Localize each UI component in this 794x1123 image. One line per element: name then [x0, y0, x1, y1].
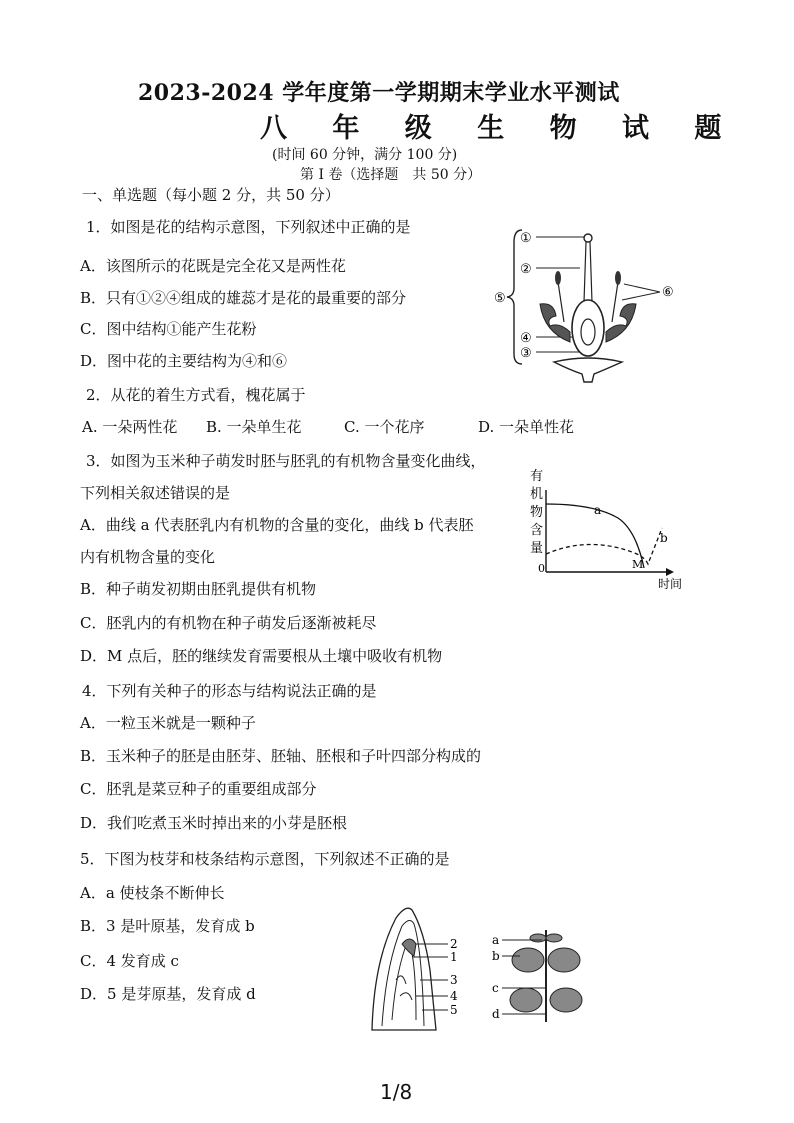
volume-label: 第 I 卷（选择题 共 50 分） — [300, 167, 482, 183]
page-number: 1/8 — [380, 1080, 413, 1104]
y-char-5: 量 — [530, 541, 544, 556]
branch-label-d: d — [492, 1007, 500, 1021]
q3-stem-line2: 下列相关叙述错误的是 — [80, 484, 231, 502]
y-char-4: 含 — [530, 523, 544, 538]
y-char-3: 物 — [530, 505, 544, 520]
q2-option-c: C. 一个花序 — [344, 418, 425, 436]
branch-label-b: b — [492, 949, 500, 963]
flower-label-5: ⑤ — [494, 291, 506, 306]
q4-stem: 4．下列有关种子的形态与结构说法正确的是 — [82, 682, 377, 700]
curve-a-label: a — [594, 503, 602, 517]
bud-label-2: 2 — [450, 937, 458, 951]
flower-label-4: ④ — [520, 331, 532, 346]
point-m-label: M — [632, 558, 644, 571]
q4-option-a: A．一粒玉米就是一颗种子 — [80, 714, 256, 732]
q5-option-c: C．4 发育成 c — [80, 952, 179, 970]
bud-label-1: 1 — [450, 950, 458, 964]
q4-option-b: B．玉米种子的胚是由胚芽、胚轴、胚根和子叶四部分构成的 — [80, 747, 482, 765]
origin-label: 0 — [538, 562, 545, 575]
q2-option-a: A. 一朵两性花 — [82, 418, 178, 436]
q1-option-b: B．只有①②④组成的雄蕊才是花的最重要的部分 — [80, 289, 407, 307]
branch-diagram — [490, 926, 590, 1026]
flower-diagram — [494, 222, 694, 382]
subject-title: 八 年 级 生 物 试 题 — [260, 113, 740, 144]
time-note: (时间 60 分钟，满分 100 分) — [272, 147, 458, 163]
flower-label-6: ⑥ — [662, 285, 674, 300]
bud-diagram — [366, 900, 470, 1036]
bud-label-3: 3 — [450, 973, 458, 987]
bud-label-5: 5 — [450, 1003, 458, 1017]
q1-option-c: C．图中结构①能产生花粉 — [80, 320, 257, 338]
curve-b — [546, 528, 662, 564]
q2-stem: 2．从花的着生方式看，槐花属于 — [86, 386, 306, 404]
x-axis-label: 时间 — [658, 577, 683, 591]
q2-option-d: D. 一朵单性花 — [478, 418, 575, 436]
bud-label-4: 4 — [450, 989, 458, 1003]
q5-option-d: D．5 是芽原基，发育成 d — [80, 985, 256, 1003]
q1-stem: 1．如图是花的结构示意图，下列叙述中正确的是 — [86, 218, 411, 236]
q3-option-c: C．胚乳内的有机物在种子萌发后逐渐被耗尽 — [80, 614, 377, 632]
q2-option-b: B. 一朵单生花 — [206, 418, 302, 436]
flower-label-3: ③ — [520, 346, 532, 361]
curve-b-label: b — [660, 531, 668, 545]
q4-option-d: D．我们吃煮玉米时掉出来的小芽是胚根 — [80, 814, 348, 832]
q5-option-a: A．a 使枝条不断伸长 — [80, 884, 225, 902]
exam-title: 2023-2024 学年度第一学期期末学业水平测试 — [138, 80, 620, 106]
q3-stem-line1: 3．如图为玉米种子萌发时胚与胚乳的有机物含量变化曲线， — [86, 452, 486, 470]
flower-label-1: ① — [520, 231, 532, 246]
branch-label-c: c — [492, 981, 499, 995]
q3-option-a-line1: A．曲线 a 代表胚乳内有机物的含量的变化，曲线 b 代表胚 — [80, 516, 474, 534]
y-char-1: 有 — [530, 469, 544, 484]
q1-option-d: D．图中花的主要结构为④和⑥ — [80, 352, 288, 370]
flower-label-2: ② — [520, 262, 532, 277]
seed-curve-figure — [528, 468, 688, 592]
q3-option-b: B．种子萌发初期由胚乳提供有机物 — [80, 580, 317, 598]
q5-option-b: B．3 是叶原基，发育成 b — [80, 917, 255, 935]
branch-label-a: a — [492, 933, 500, 947]
q1-option-a: A．该图所示的花既是完全花又是两性花 — [80, 257, 346, 275]
q4-option-c: C．胚乳是菜豆种子的重要组成部分 — [80, 780, 317, 798]
q3-option-a-line2: 内有机物含量的变化 — [80, 548, 216, 566]
q3-option-d: D．M 点后，胚的继续发育需要根从土壤中吸收有机物 — [80, 647, 443, 665]
y-char-2: 机 — [530, 487, 544, 502]
section-heading: 一、单选题（每小题 2 分，共 50 分） — [82, 186, 340, 204]
q5-stem: 5．下图为枝芽和枝条结构示意图，下列叙述不正确的是 — [80, 850, 450, 868]
